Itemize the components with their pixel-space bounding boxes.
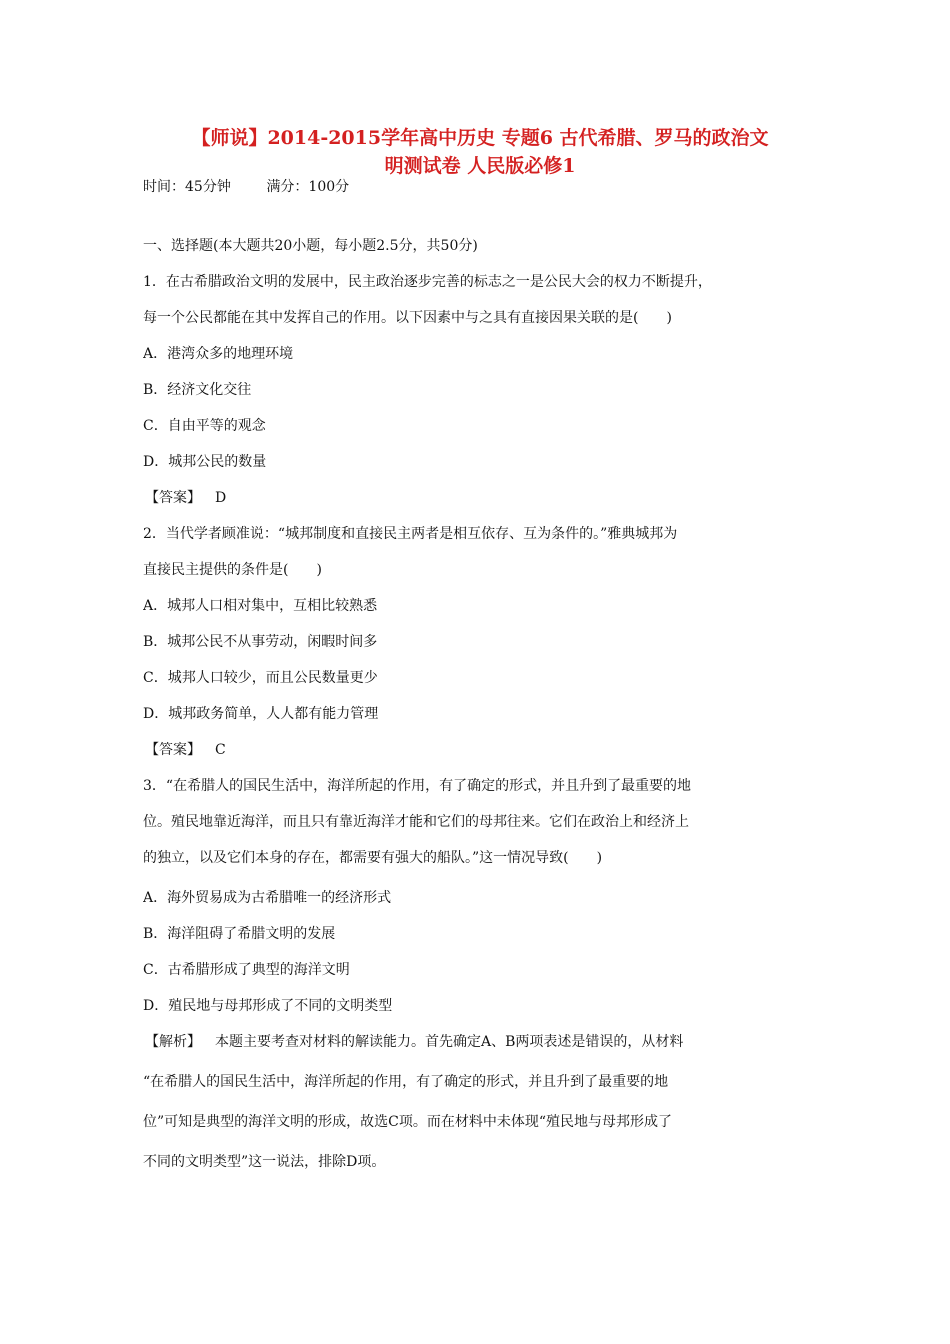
q2-option-d: D．城邦政务简单，人人都有能力管理 [143,706,379,722]
section-heading: 一、选择题(本大题共20小题，每小题2.5分，共50分) [143,238,478,254]
q2-stem-line-1: 2．当代学者顾准说：“城邦制度和直接民主两者是相互依存、互为条件的。”雅典城邦为 [143,526,678,542]
document-body [143,234,818,1186]
q1-option-b: B．经济文化交往 [143,382,252,398]
q3-analysis-line-3: 位”可知是典型的海洋文明的形成，故选C项。而在材料中未体现“殖民地与母邦形成了 [143,1114,673,1130]
q3-option-b: B．海洋阻碍了希腊文明的发展 [143,926,336,942]
q2-option-b: B．城邦公民不从事劳动，闲暇时间多 [143,634,378,650]
q3-option-a: A．海外贸易成为古希腊唯一的经济形式 [143,890,392,906]
q2-answer-label: 【答案】 [145,742,201,758]
q1-stem-line-1: 1．在古希腊政治文明的发展中，民主政治逐步完善的标志之一是公民大会的权力不断提升， [143,274,712,290]
exam-meta [143,176,349,198]
q2-stem-line-2: 直接民主提供的条件是( ) [143,562,322,578]
q3-analysis-text-1: 本题主要考查对材料的解读能力。首先确定A、B两项表述是错误的，从材料 [215,1034,684,1050]
q3-analysis-label: 【解析】 [145,1034,201,1050]
q3-analysis-line-4: 不同的文明类型”这一说法，排除D项。 [143,1154,386,1170]
q2-option-c: C．城邦人口较少，而且公民数量更少 [143,670,378,686]
q3-stem-line-3: 的独立，以及它们本身的存在，都需要有强大的船队。”这一情况导致( ) [143,850,603,866]
q3-option-d: D．殖民地与母邦形成了不同的文明类型 [143,998,393,1014]
q3-analysis-line-1 [143,1030,818,1070]
q1-stem-line-2: 每一个公民都能在其中发挥自己的作用。以下因素中与之具有直接因果关联的是( ) [143,310,672,326]
title-line-1: 【师说】2014-2015学年高中历史 专题6 古代希腊、罗马的政治文 [191,127,769,149]
q1-answer [143,486,818,522]
exam-score: 满分：100分 [266,179,350,195]
q1-option-d: D．城邦公民的数量 [143,454,267,470]
q1-option-c: C．自由平等的观念 [143,418,266,434]
q3-analysis-line-2: “在希腊人的国民生活中，海洋所起的作用，有了确定的形式，并且升到了最重要的地 [143,1074,669,1090]
title-line-2: 明测试卷 人民版必修1 [384,155,576,177]
q2-option-a: A．城邦人口相对集中，互相比较熟悉 [143,598,378,614]
q1-answer-value: D [215,490,227,506]
q1-answer-label: 【答案】 [145,490,201,506]
q3-stem-line-2: 位。殖民地靠近海洋，而且只有靠近海洋才能和它们的母邦往来。它们在政治上和经济上 [143,814,689,830]
q3-stem-line-1: 3．“在希腊人的国民生活中，海洋所起的作用，有了确定的形式，并且升到了最重要的地 [143,778,692,794]
exam-time: 时间：45分钟 [143,179,231,195]
q1-option-a: A．港湾众多的地理环境 [143,346,294,362]
q3-option-c: C．古希腊形成了典型的海洋文明 [143,962,350,978]
q2-answer [143,738,818,774]
document-title [140,124,820,180]
q2-answer-value: C [215,742,226,758]
